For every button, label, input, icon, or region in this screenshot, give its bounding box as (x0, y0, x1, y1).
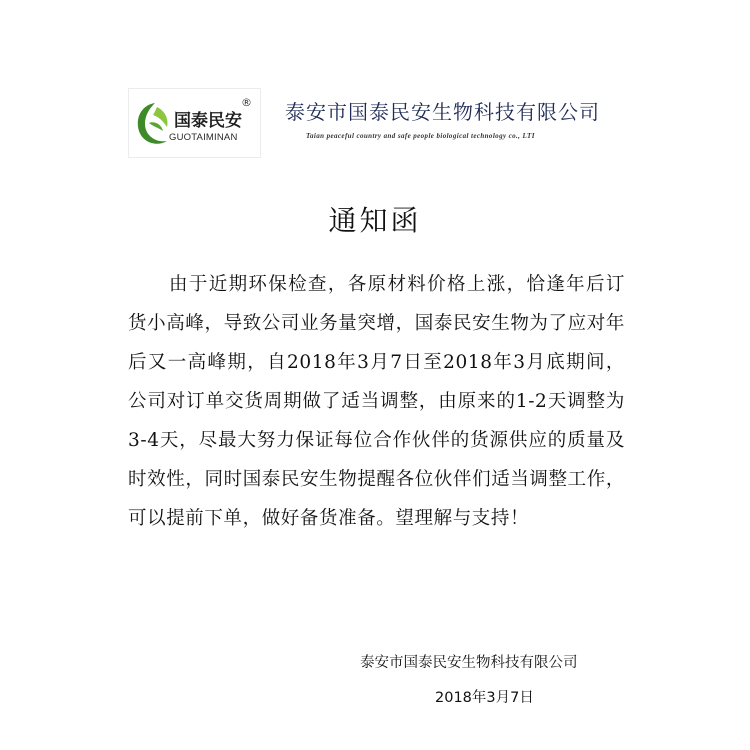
company-name-cn: 泰安市国泰民安生物科技有限公司 (285, 100, 600, 124)
registered-trademark-mark: ® (241, 96, 252, 109)
logo-brand-en: GUOTAIMINAN (169, 132, 238, 143)
notice-body: 由于近期环保检查，各原材料价格上涨，恰逢年后订货小高峰，导致公司业务量突增，国泰民安生物为了应对年后又一高峰期，自2018年3月7日至2018年3月底期间，公司对订单交货周期做了适当调整，由原来的1-2天调整为3-4天，尽最大努力保证每位合作伙伴的货源供应的质量及时效性，同时国泰民安生物提醒各位伙伴们适当调整工作，可以提前下单，做好备货准备。望理解与支持！ (128, 274, 625, 529)
signature-date: 2018年3月7日 (435, 690, 534, 706)
notice-title: 通知函 (328, 204, 422, 237)
logo-brand-cn: 国泰民安 (174, 111, 242, 131)
company-logo (128, 88, 261, 158)
company-name-en: Taian peaceful country and safe people biological technology co., LTI (306, 132, 535, 140)
signature-company: 泰安市国泰民安生物科技有限公司 (360, 655, 578, 671)
